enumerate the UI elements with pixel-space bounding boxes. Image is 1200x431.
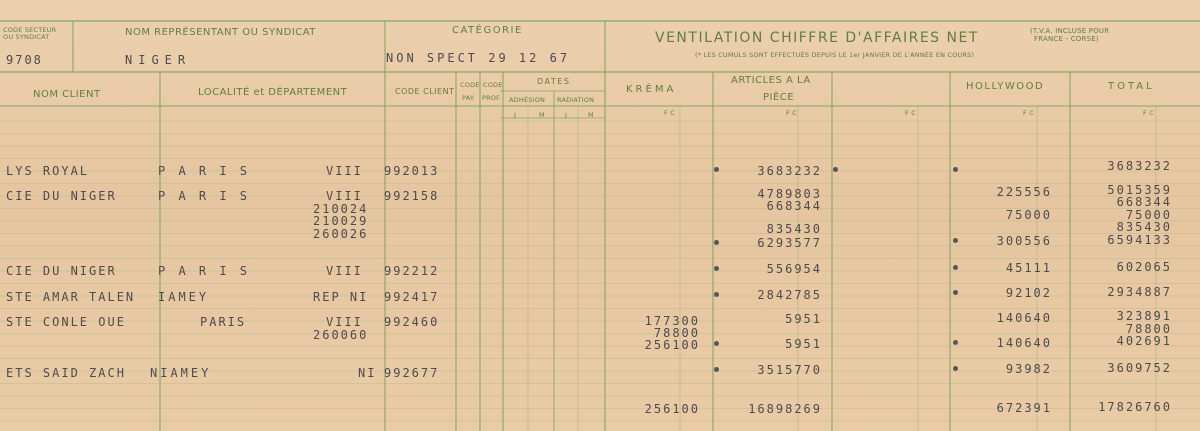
bullet-mark (953, 265, 958, 270)
fc-total: F C (1143, 109, 1154, 117)
col-dates: DATES (537, 77, 571, 86)
fc-blank: F C (905, 109, 916, 117)
col-nom-client: NOM CLIENT (33, 89, 101, 100)
tva-note-1: (T.V.A. INCLUSE POUR (1030, 27, 1110, 35)
row-6-nom: CIE DU NIGER (6, 264, 117, 278)
row-0-dept: VIII (326, 164, 363, 178)
row-6-articles: 556954 (766, 262, 822, 276)
row-9-dept: 260060 (313, 328, 369, 342)
row-11-nom: ETS SAID ZACH (6, 366, 126, 380)
row-1-total: 5015359 (1107, 183, 1172, 197)
row-10-total: 402691 (1116, 334, 1172, 348)
col-m2: M (588, 111, 594, 119)
bullet-mark (953, 366, 958, 371)
col-krema: KRÉMA (626, 84, 677, 95)
row-7-total: 2934887 (1107, 285, 1172, 299)
col-m1: M (539, 111, 545, 119)
row-8-dept: VIII (326, 315, 363, 329)
row-1-ville: P A R I S (158, 189, 251, 203)
row-8-code: 992460 (384, 315, 440, 329)
row-11-code: 992677 (384, 366, 440, 380)
row-7-dept: REP NI (313, 290, 369, 304)
col-code-prof-1: CODE (483, 81, 503, 89)
row-2-total: 668344 (1116, 195, 1172, 209)
row-7-nom: STE AMAR TALEN (6, 290, 136, 304)
col-adhesion: ADHÉSION (509, 96, 546, 104)
col-hollywood: HOLLYWOOD (966, 81, 1045, 92)
nom-representant-label: NOM REPRÉSENTANT OU SYNDICAT (125, 27, 316, 38)
col-radiation: RADIATION (557, 96, 595, 104)
row-10-krema: 256100 (644, 338, 700, 352)
bullet-mark (714, 292, 719, 297)
row-7-articles: 2842785 (757, 288, 822, 302)
code-secteur-value: 9708 (6, 53, 43, 67)
row-1-dept: VIII (326, 189, 363, 203)
col-code-pay-2: PAY. (462, 94, 475, 102)
row-0-total: 3683232 (1107, 159, 1172, 173)
row-11-ville: NIAMEY (150, 366, 212, 380)
tva-note-2: FRANCE - CORSE) (1034, 35, 1099, 43)
ventilation-title: VENTILATION CHIFFRE D'AFFAIRES NET (655, 30, 979, 46)
row-8-ville: PARIS (200, 315, 247, 329)
row-3-dept: 210029 (313, 214, 369, 228)
row-4-total: 835430 (1116, 220, 1172, 234)
row-3-hollywood: 75000 (1005, 208, 1052, 222)
row-2-articles: 668344 (766, 199, 822, 213)
row-8-krema: 177300 (644, 314, 700, 328)
total-total: 17826760 (1098, 400, 1172, 414)
row-9-krema: 78800 (653, 326, 700, 340)
row-6-total: 602065 (1116, 260, 1172, 274)
row-2-dept: 210024 (313, 202, 369, 216)
row-0-articles: 3683232 (757, 164, 822, 178)
row-7-code: 992417 (384, 290, 440, 304)
bullet-mark (714, 367, 719, 372)
col-articles-1: ARTICLES A LA (731, 75, 811, 86)
total-krema: 256100 (644, 402, 700, 416)
bullet-mark (714, 167, 719, 172)
total-hollywood: 672391 (996, 401, 1052, 415)
col-code-client: CODE CLIENT (395, 87, 455, 96)
row-6-code: 992212 (384, 264, 440, 278)
row-6-ville: P A R I S (158, 264, 251, 278)
total-articles: 16898269 (748, 402, 822, 416)
bullet-mark (714, 240, 719, 245)
fc-articles: F C (786, 109, 797, 117)
row-1-nom: CIE DU NIGER (6, 189, 117, 203)
row-0-code: 992013 (384, 164, 440, 178)
bullet-mark (953, 340, 958, 345)
row-6-hollywood: 45111 (1005, 261, 1052, 275)
categorie-value: NON SPECT 29 12 67 (386, 51, 571, 65)
row-1-code: 992158 (384, 189, 440, 203)
row-8-hollywood: 140640 (996, 311, 1052, 325)
col-code-pay-1: CODE (460, 81, 480, 89)
row-5-total: 6594133 (1107, 233, 1172, 247)
col-j2: J (565, 111, 568, 119)
col-total: TOTAL (1108, 81, 1155, 92)
row-3-total: 75000 (1125, 208, 1172, 222)
col-localite: LOCALITÉ et DÉPARTEMENT (198, 87, 348, 98)
row-10-hollywood: 140640 (996, 336, 1052, 350)
row-6-dept: VIII (326, 264, 363, 278)
col-articles-2: PIÈCE (763, 92, 795, 103)
fc-hollywood: F C (1023, 109, 1034, 117)
bullet-mark (833, 167, 838, 172)
bullet-mark (714, 341, 719, 346)
row-11-hollywood: 93982 (1005, 362, 1052, 376)
row-8-articles: 5951 (785, 312, 822, 326)
bullet-mark (953, 238, 958, 243)
nom-representant-value: NIGER (125, 53, 192, 67)
fc-krema: F C (664, 109, 675, 117)
row-10-articles: 5951 (785, 337, 822, 351)
bullet-mark (953, 167, 958, 172)
row-11-articles: 3515770 (757, 363, 822, 377)
row-9-total: 78800 (1125, 322, 1172, 336)
row-5-hollywood: 300556 (996, 234, 1052, 248)
row-7-ville: IAMEY (158, 290, 210, 304)
row-1-hollywood: 225556 (996, 185, 1052, 199)
col-j1: J (514, 111, 517, 119)
row-5-articles: 6293577 (757, 236, 822, 250)
row-7-hollywood: 92102 (1005, 286, 1052, 300)
row-11-total: 3609752 (1107, 361, 1172, 375)
bullet-mark (714, 266, 719, 271)
bullet-mark (953, 290, 958, 295)
col-code-prof-2: PROF. (482, 94, 502, 102)
code-secteur-label-2: OU SYNDICAT (3, 33, 50, 41)
row-11-dept: NI (358, 366, 377, 380)
cumuls-note: (* LES CUMULS SONT EFFECTUÉS DEPUIS LE 1er JANVIER DE L'ANNÉE EN COURS) (695, 51, 975, 59)
code-secteur-label-1: CODE SECTEUR (3, 26, 57, 34)
categorie-label: CATÉGORIE (452, 25, 523, 36)
row-0-ville: P A R I S (158, 164, 251, 178)
row-4-dept: 260026 (313, 227, 369, 241)
row-8-total: 323891 (1116, 309, 1172, 323)
row-1-articles: 4789803 (757, 187, 822, 201)
row-8-nom: STE CONLE OUE (6, 315, 126, 329)
row-4-articles: 835430 (766, 222, 822, 236)
row-0-nom: LYS ROYAL (6, 164, 90, 178)
